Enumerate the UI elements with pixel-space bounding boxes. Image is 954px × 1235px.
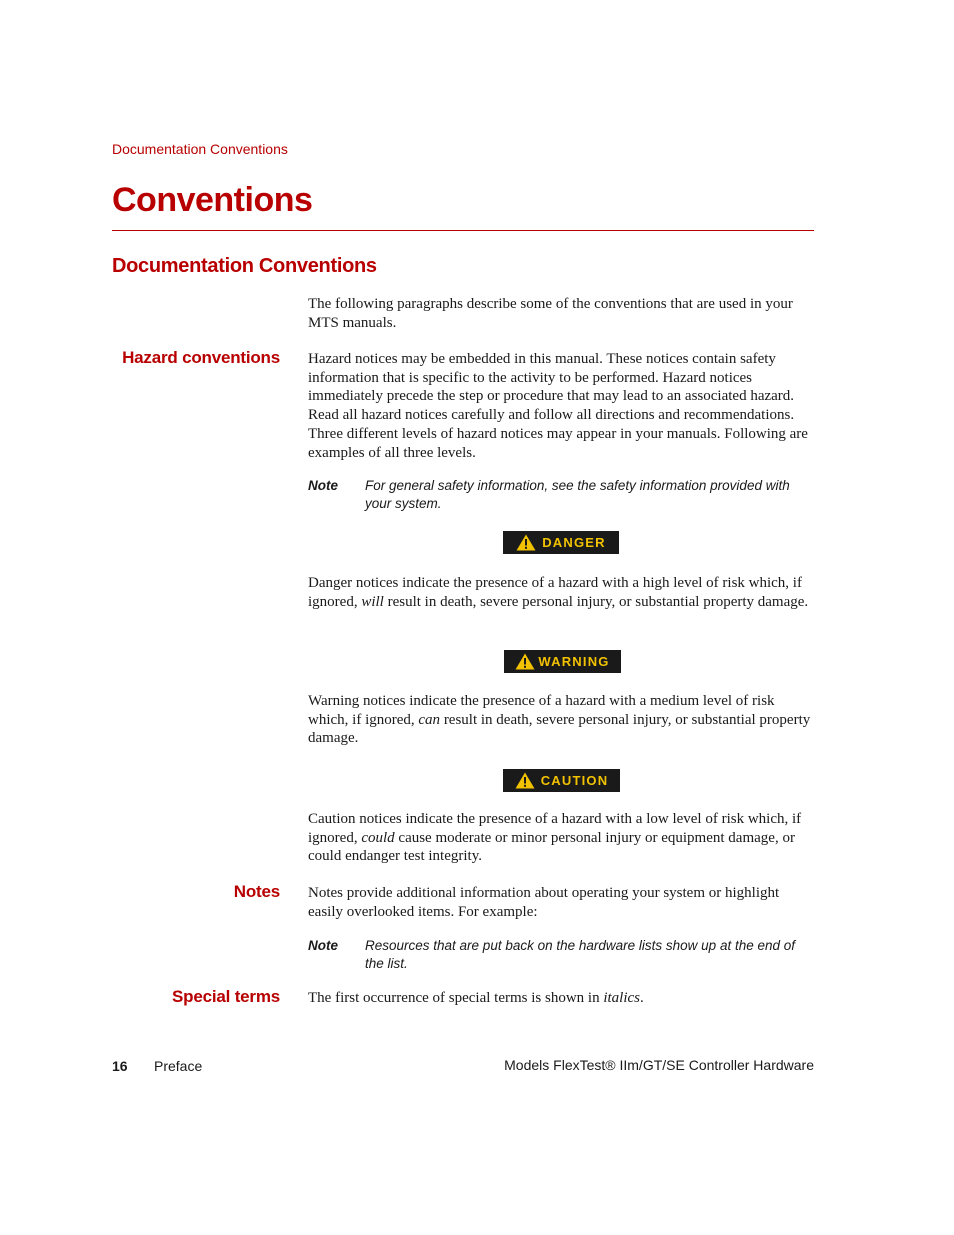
danger-emphasis: will (361, 593, 384, 610)
warning-triangle-icon (516, 534, 536, 551)
warning-paragraph (308, 692, 814, 748)
danger-text-start: Danger notices indicate the presence of a hazard with a high level of risk which, if ignored, (308, 575, 802, 610)
title-divider (112, 230, 814, 231)
notes-paragraph: Notes provide additional information about operating your system or highlight easily overlooked items. For example: (308, 885, 780, 920)
caution-paragraph (308, 810, 814, 866)
note-text: For general safety information, see the safety information provided with your system. (365, 478, 790, 511)
special-terms-heading: Special terms (172, 987, 280, 1006)
special-terms-text-end: . (640, 990, 644, 1006)
caution-text-end: cause moderate or minor personal injury or equipment damage, or could endanger test integrity. (308, 829, 795, 865)
note-label: Note (308, 938, 338, 953)
warning-text-start: Warning notices indicate the presence of a hazard with a medium level of risk which, if ignored, (308, 693, 775, 728)
warning-text-end: result in death, severe personal injury, or substantial property damage. (308, 711, 811, 747)
section-heading: Documentation Conventions (112, 255, 377, 277)
warning-emphasis: can (418, 711, 441, 728)
hazard-conventions-heading: Hazard conventions (122, 348, 280, 367)
danger-label (503, 531, 619, 554)
intro-paragraph: The following paragraphs describe some of the conventions that are used in your MTS manuals. (308, 296, 793, 331)
warning-triangle-icon (515, 653, 535, 670)
caution-label-text: CAUTION (540, 773, 609, 788)
note-text: Resources that are put back on the hardware lists show up at the end of the list. (365, 938, 796, 971)
danger-paragraph (308, 574, 814, 611)
footer-doc-title: Models FlexTest® IIm/GT/SE Controller Hardware (504, 1057, 814, 1073)
warning-triangle-icon (515, 772, 535, 789)
hazard-paragraph: Hazard notices may be embedded in this manual. These notices contain safety information that is specific to the activity to be performed. Hazard notices immediately precede the step or procedure that may lead to an associated hazard. Read all hazard notices carefully and follow all directions and recommendations. Three different levels of hazard notices may appear in your manuals. Following are examples of all three levels. (308, 351, 808, 461)
caution-label (503, 769, 620, 792)
hazard-note (308, 477, 814, 513)
warning-label-text: WARNING (538, 654, 610, 669)
note-label: Note (308, 478, 338, 493)
special-terms-emphasis: italics (603, 990, 640, 1006)
breadcrumb: Documentation Conventions (112, 141, 288, 157)
special-terms-paragraph (308, 989, 814, 1008)
page-number: 16 (112, 1058, 128, 1074)
caution-emphasis: could (361, 829, 395, 846)
notes-heading: Notes (233, 882, 280, 901)
footer-section: Preface (154, 1058, 203, 1074)
page-title: Conventions (112, 181, 313, 219)
warning-label (504, 650, 621, 673)
caution-text-start: Caution notices indicate the presence of a hazard with a low level of risk which, if ignored, (308, 811, 802, 846)
danger-text-end: result in death, severe personal injury, or substantial property damage. (383, 593, 809, 610)
notes-example-note (308, 937, 814, 973)
special-terms-text-start: The first occurrence of special terms is shown in (308, 990, 604, 1006)
danger-label-text: DANGER (542, 535, 606, 550)
